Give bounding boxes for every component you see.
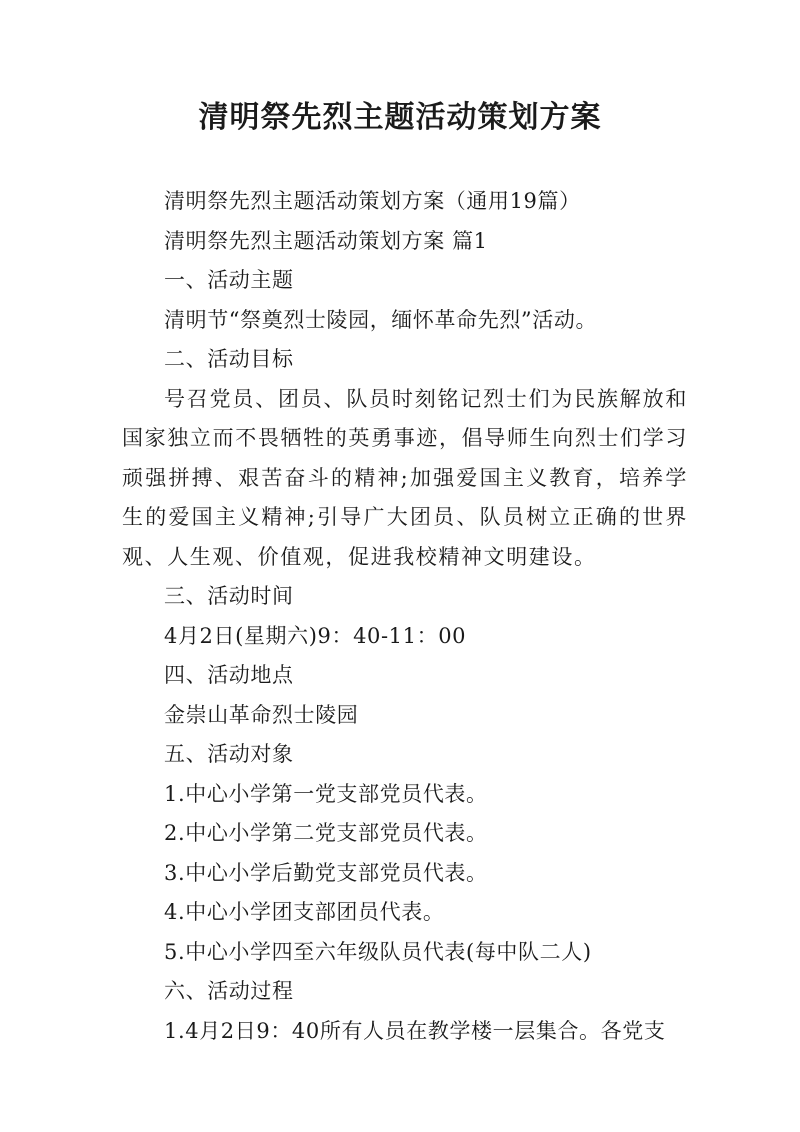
participant-item: 2.中心小学第二党支部党员代表。 [164,821,488,845]
activity-goals-paragraph: 号召党员、团员、队员时刻铭记烈士们为民族解放和国家独立而不畏牺牲的英勇事迹，倡导师生向烈士们学习顽强拼搏、艰苦奋斗的精神;加强爱国主义教育，培养学生的爱国主义精神;引导广大团员、队员树立正确的世界观、人生观、价值观，促进我校精神文明建设。 [122,386,688,569]
section-heading-part1: 清明祭先烈主题活动策划方案 篇1 [164,228,488,253]
heading-activity-theme: 一、活动主题 [164,268,294,292]
activity-location-text: 金崇山革命烈士陵园 [164,702,359,727]
activity-theme-text: 清明节“祭奠烈士陵园，缅怀革命先烈”活动。 [164,307,598,332]
activity-time-text: 4月2日(星期六)9：40-11：00 [164,623,467,648]
heading-activity-process: 六、活动过程 [164,979,294,1003]
heading-activity-location: 四、活动地点 [164,663,294,687]
heading-activity-time: 三、活动时间 [164,584,294,608]
participant-item: 3.中心小学后勤党支部党员代表。 [164,860,488,885]
document-body [122,182,688,1051]
heading-activity-goals: 二、活动目标 [164,347,294,371]
doc-subtitle: 清明祭先烈主题活动策划方案（通用19篇） [164,189,581,213]
participant-item: 4.中心小学团支部团员代表。 [164,900,445,924]
document-title: 清明祭先烈主题活动策划方案 [198,100,602,135]
participant-item: 5.中心小学四至六年级队员代表(每中队二人) [164,939,592,964]
participant-item: 1.中心小学第一党支部党员代表。 [164,781,488,806]
process-step: 1.4月2日9：40所有人员在教学楼一层集合。各党支 [164,1018,666,1043]
heading-activity-participants: 五、活动对象 [164,742,294,766]
